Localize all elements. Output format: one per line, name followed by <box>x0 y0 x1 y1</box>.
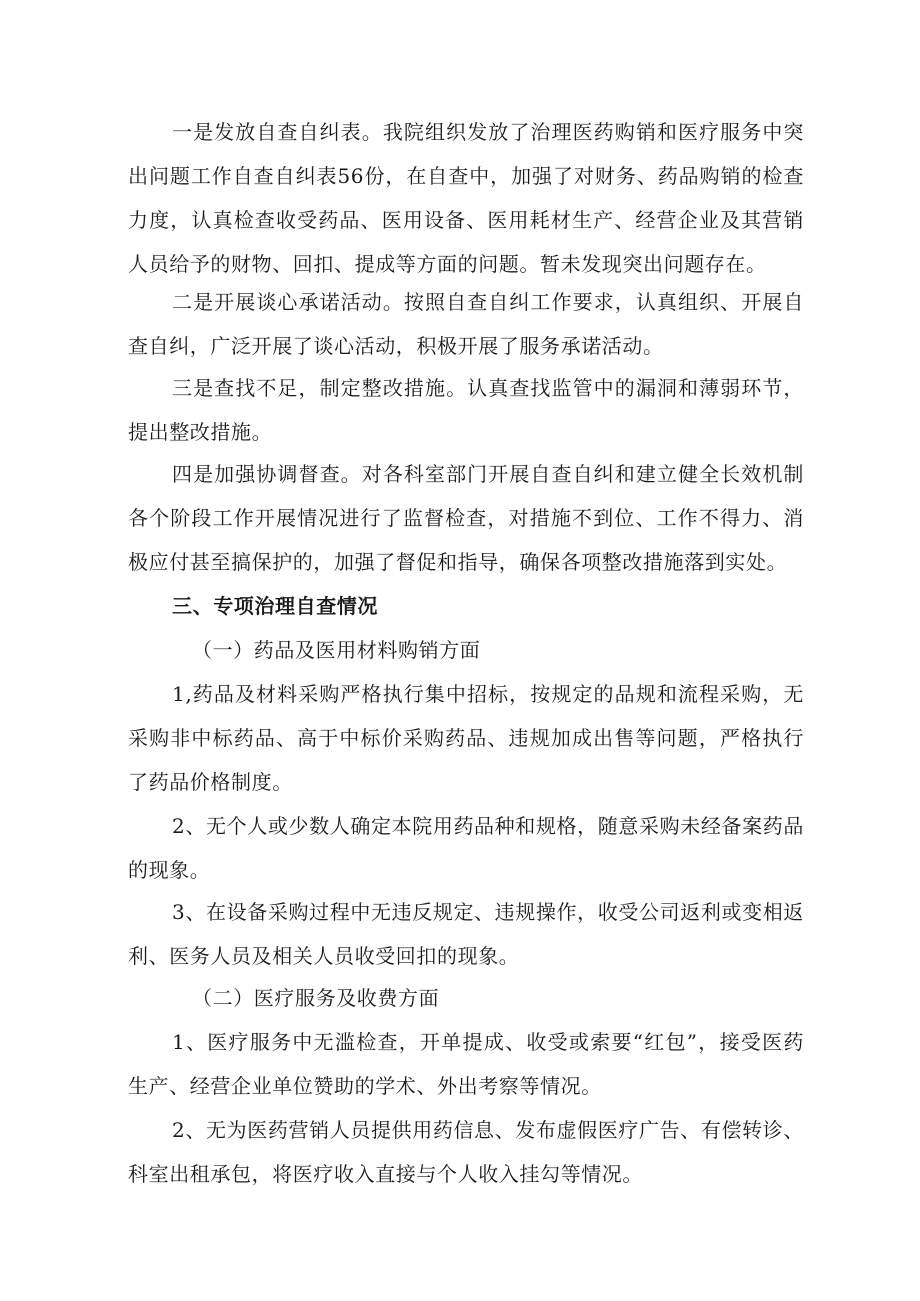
paragraph-find-shortcomings: 三是查找不足，制定整改措施。认真查找监管中的漏洞和薄弱环节，提出整改措施。 <box>128 376 804 444</box>
paragraph-coordination-supervision: 四是加强协调督查。对各科室部门开展自查自纠和建立健全长效机制各个阶段工作开展情况进行了监督检查，对措施不到位、工作不得力、消极应付甚至搞保护的，加强了督促和指导，确保各项整改措施落到实处。 <box>128 462 804 574</box>
item-medical-services-1: 1、医疗服务中无滥检查，开单提成、收受或索要“红包”，接受医药生产、经营企业单位赞助的学术、外出考察等情况。 <box>128 1030 804 1098</box>
subheading-drug-procurement: （一）药品及医用材料购销方面 <box>192 638 481 662</box>
item-drug-procurement-3: 3、在设备采购过程中无违反规定、违规操作，收受公司返利或变相返利、医务人员及相关人员收受回扣的现象。 <box>128 900 804 968</box>
item-drug-procurement-1: 1,药品及材料采购严格执行集中招标，按规定的品规和流程采购，无采购非中标药品、高于中标价采购药品、违规加成出售等问题，严格执行了药品价格制度。 <box>128 682 804 794</box>
section-heading-special-governance: 三、专项治理自查情况 <box>172 594 378 618</box>
paragraph-heart-to-heart: 二是开展谈心承诺活动。按照自查自纠工作要求，认真组织、开展自查自纠，广泛开展了谈心活动，积极开展了服务承诺活动。 <box>128 290 804 358</box>
item-drug-procurement-2: 2、无个人或少数人确定本院用药品种和规格，随意采购未经备案药品的现象。 <box>128 814 804 882</box>
subheading-medical-services: （二）医疗服务及收费方面 <box>192 986 440 1010</box>
paragraph-self-check-forms: 一是发放自查自纠表。我院组织发放了治理医药购销和医疗服务中突出问题工作自查自纠表56份，在自查中，加强了对财务、药品购销的检查力度，认真检查收受药品、医用设备、医用耗材生产、经营企业及其营销人员给予的财物、回扣、提成等方面的问题。暂未发现突出问题存在。 <box>128 120 804 276</box>
item-medical-services-2: 2、无为医药营销人员提供用药信息、发布虚假医疗广告、有偿转诊、科室出租承包，将医疗收入直接与个人收入挂勾等情况。 <box>128 1118 804 1186</box>
